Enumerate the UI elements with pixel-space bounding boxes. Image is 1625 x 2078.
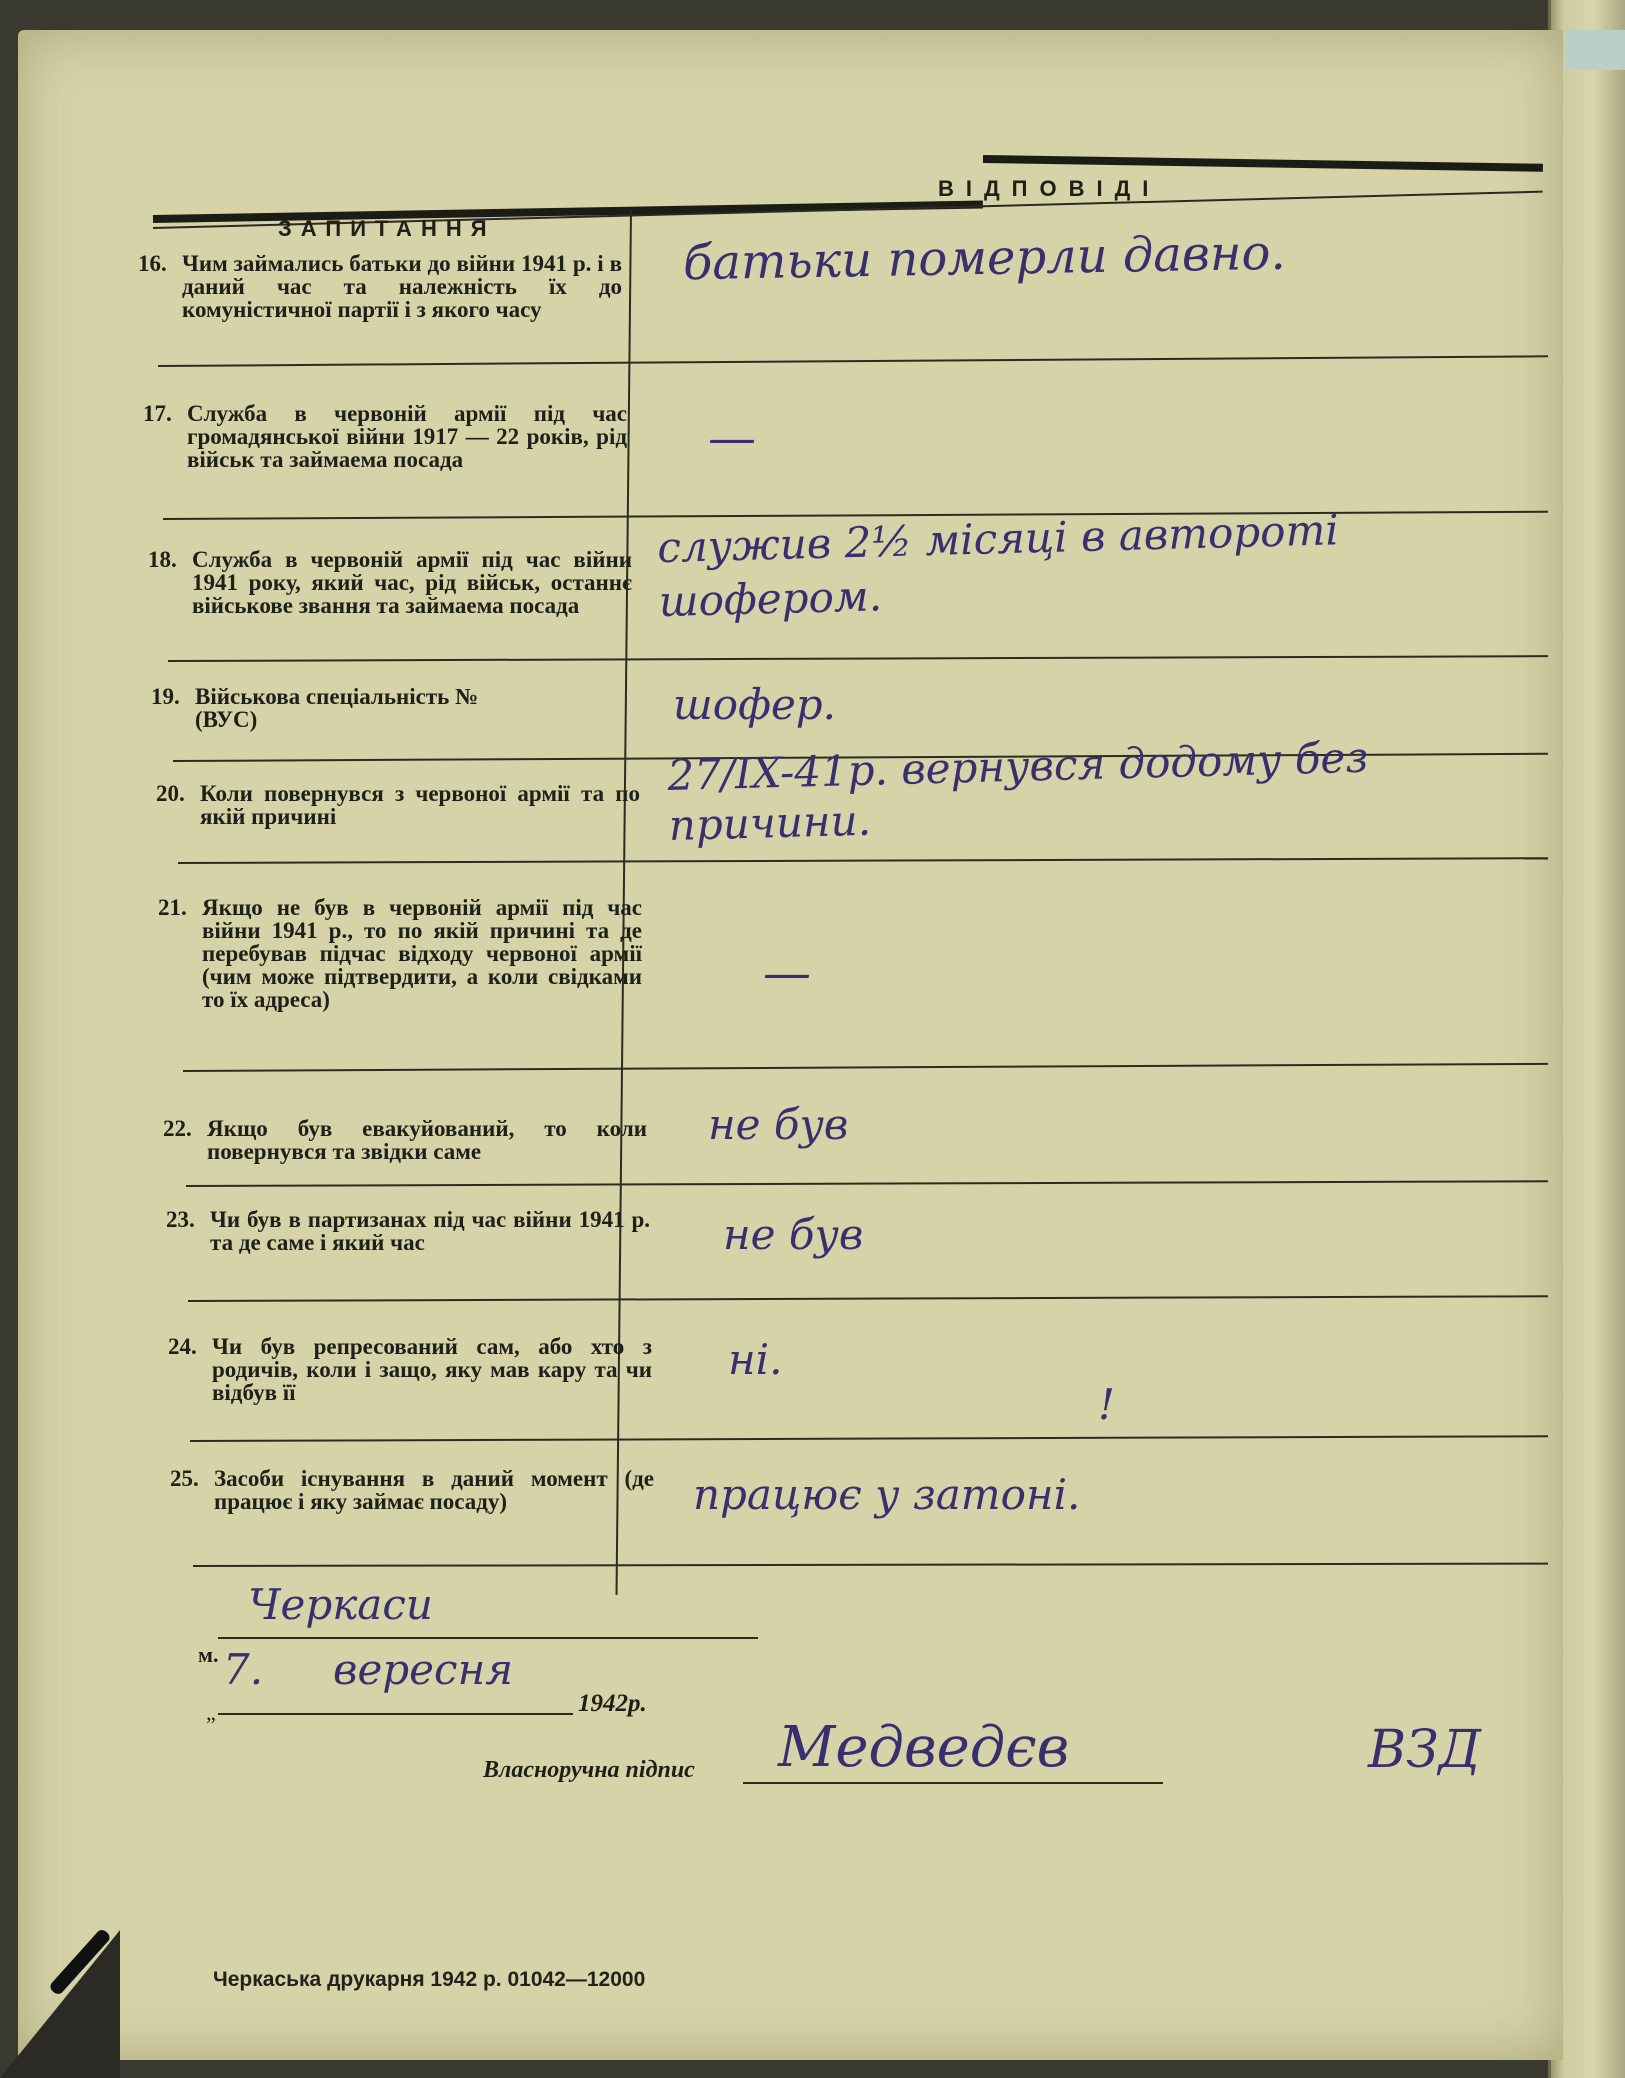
document-page <box>18 30 1563 2060</box>
exclamation-mark: ! <box>1098 1380 1115 1429</box>
questions-header: ЗАПИТАННЯ <box>278 216 496 241</box>
row-separator <box>186 1180 1548 1187</box>
question-21: 21. Якщо не був в червоній армії під час війни 1941 р., то по якій причині та де перебував підчас відходу червоної армії (чим може підтвердити, а коли свідками то їх адреса) <box>158 895 642 1012</box>
date-month: вересня <box>333 1645 514 1694</box>
city-line <box>218 1637 758 1639</box>
initials: ВЗД <box>1368 1720 1481 1780</box>
answers-header: ВІДПОВІДІ <box>938 176 1161 201</box>
question-24: 24. Чи був репресований сам, або хто з родичів, коли і защо, яку мав кару та чи відбув її <box>168 1334 652 1405</box>
row-separator <box>190 1435 1548 1442</box>
answer-24: ні. <box>728 1335 783 1384</box>
question-18: 18. Служба в червоній армії під час війни 1941 року, який час, рід військ, останнє військове звання та займаема посада <box>148 547 632 618</box>
answer-19: шофер. <box>673 680 837 729</box>
row-separator <box>158 355 1548 367</box>
row-separator <box>193 1563 1548 1567</box>
answer-21: — <box>763 945 811 1001</box>
page-edge-tab <box>1565 30 1625 70</box>
signature-line <box>743 1782 1163 1784</box>
date-year: 1942р. <box>578 1690 647 1717</box>
city-value: Черкаси <box>248 1580 433 1629</box>
row-separator <box>188 1295 1548 1302</box>
signature-label: Власноручна підпис <box>483 1757 695 1783</box>
question-19: 19. Військова спеціальність № (ВУС) <box>151 684 479 732</box>
question-16: 16. Чим займались батьки до війни 1941 р. і в даний час та належність їх до комуністичної партії і з якого часу <box>138 251 622 322</box>
question-23: 23. Чи був в партизанах під час війни 1941 р. та де саме і який час <box>166 1207 650 1255</box>
question-17: 17. Служба в червоній армії під час громадянської війни 1917 — 22 років, рід військ та займаема посада <box>143 401 627 472</box>
row-separator <box>183 1063 1548 1072</box>
answer-18: служив 2½ місяці в автороті шофером. <box>656 505 1340 627</box>
date-quote: „ <box>206 1700 216 1725</box>
header-rule-right <box>983 155 1543 172</box>
question-25: 25. Засоби існування в даний момент (де працює і яку займає посаду) <box>170 1466 654 1514</box>
answer-20: 27/IX-41р. вернувся додому без причини. <box>666 732 1369 850</box>
answer-22: не був <box>708 1100 849 1149</box>
row-separator <box>178 857 1548 864</box>
answer-23: не був <box>723 1210 864 1259</box>
city-prefix: м. <box>198 1642 219 1667</box>
date-line <box>218 1713 573 1715</box>
printer-info: Черкаська друкарня 1942 р. 01042—12000 <box>213 1968 646 1991</box>
signature: Медведєв <box>778 1715 1070 1780</box>
date-day: 7. <box>223 1645 264 1694</box>
answer-17: — <box>708 410 756 466</box>
row-separator <box>168 655 1548 662</box>
question-22: 22. Якщо був евакуйований, то коли повернувся та звідки саме <box>163 1116 647 1164</box>
answer-16: батьки померли давно. <box>682 224 1287 292</box>
question-20: 20. Коли повернувся з червоної армії та по якій причині <box>156 781 640 829</box>
answer-25: працює у затоні. <box>693 1470 1081 1519</box>
